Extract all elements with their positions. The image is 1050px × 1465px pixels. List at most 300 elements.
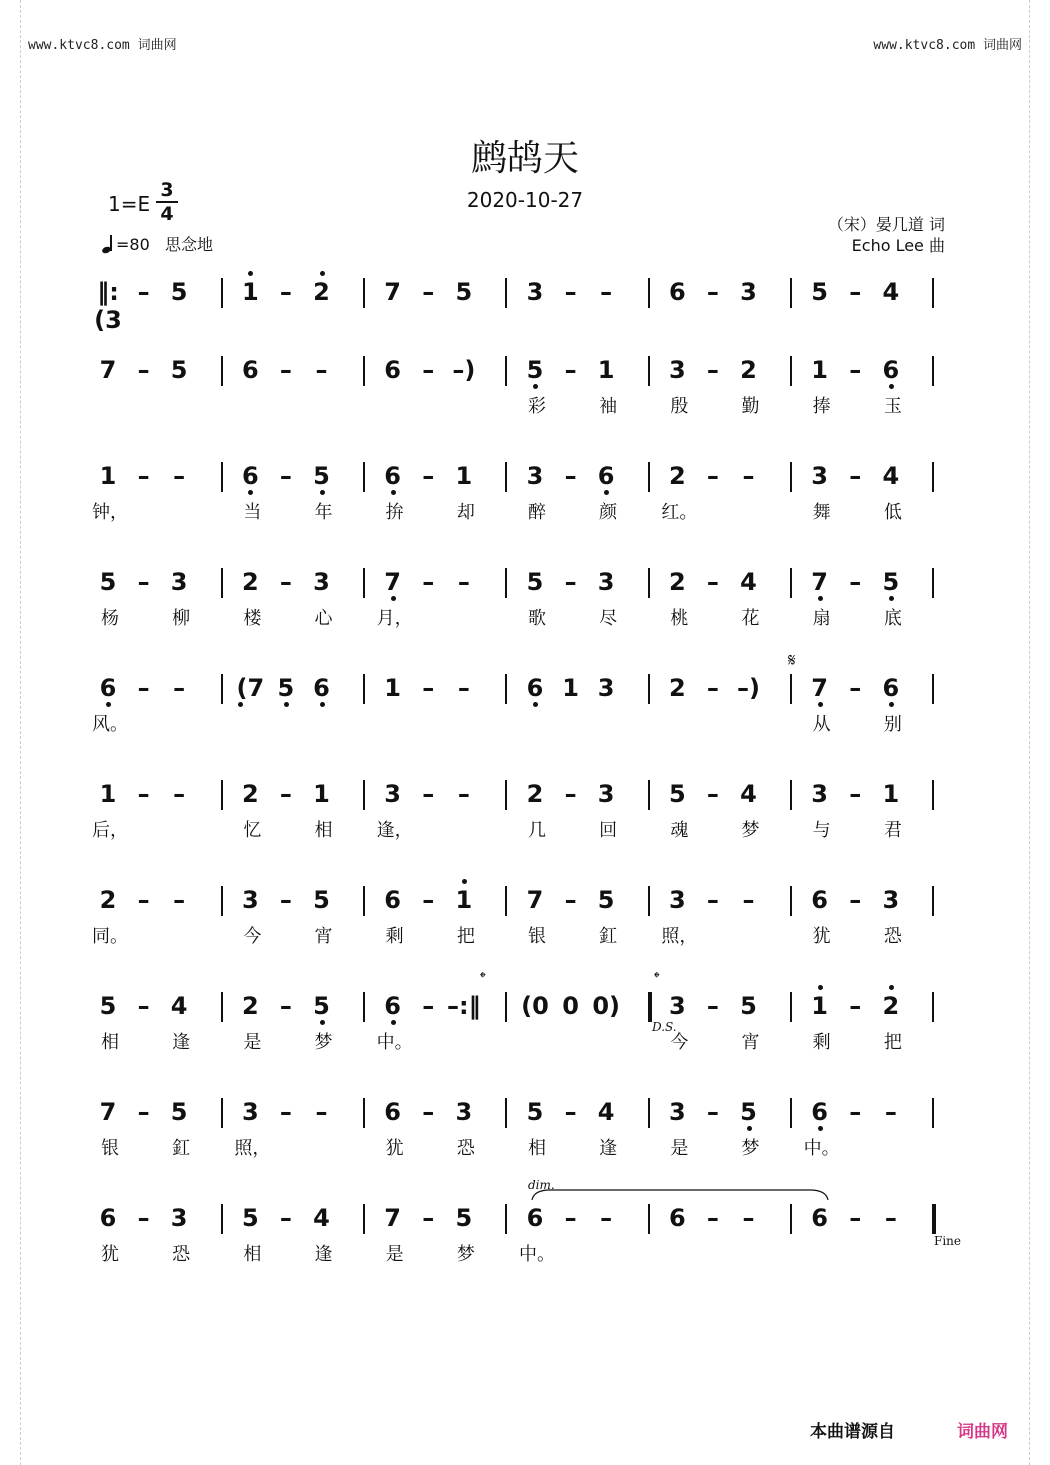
note: 6 <box>808 1098 832 1126</box>
note: –:‖ <box>447 992 481 1020</box>
barline <box>505 674 507 704</box>
lyricist-credit: （宋）晏几道 词 <box>827 215 945 234</box>
note: 5 <box>811 278 828 306</box>
barline <box>932 356 934 386</box>
lyric: 当 <box>243 502 262 523</box>
ds-marking: D.S. <box>652 1020 677 1034</box>
note: – <box>706 780 719 808</box>
barline <box>363 356 365 386</box>
lyric: 银 <box>101 1138 119 1159</box>
barline <box>790 1098 792 1128</box>
note: (7 <box>228 674 272 702</box>
composer-credit: Echo Lee 曲 <box>851 236 945 255</box>
note: 7 <box>526 886 544 914</box>
barline <box>648 674 650 704</box>
note: – <box>422 1098 435 1126</box>
note: – <box>173 462 186 490</box>
coda-icon: 𝄌 <box>480 968 486 987</box>
lyric: 却 <box>456 502 475 523</box>
barline <box>221 568 223 598</box>
footer-site-link[interactable]: 词曲网 <box>957 1422 1008 1442</box>
note: 2 <box>310 278 334 306</box>
note: – <box>279 992 292 1020</box>
lyric: 逢， <box>376 820 413 841</box>
note: – <box>849 992 862 1020</box>
barline <box>221 886 223 916</box>
barline <box>505 356 507 386</box>
note: – <box>706 674 719 702</box>
barline <box>505 886 507 916</box>
note: 6 <box>879 356 903 384</box>
note: 7 <box>384 278 401 306</box>
barline <box>505 992 507 1022</box>
note: – <box>422 278 435 306</box>
note: 0) <box>592 992 620 1020</box>
lyric: 桃 <box>670 608 689 629</box>
lyric: 是 <box>670 1138 689 1159</box>
note: 5 <box>737 1098 761 1126</box>
barline <box>363 462 365 492</box>
lyric: 钟， <box>92 502 128 523</box>
note: 6 <box>241 356 259 384</box>
barline <box>932 462 934 492</box>
lyric: 是 <box>243 1032 262 1053</box>
fine-marking: Fine <box>934 1234 961 1248</box>
note: 3 <box>455 1098 473 1126</box>
note: – <box>137 1204 150 1232</box>
note: 1 <box>99 462 117 490</box>
lyric: 魂 <box>670 820 689 841</box>
note: – <box>849 568 862 596</box>
lyric: 君 <box>883 820 902 841</box>
note: – <box>279 780 292 808</box>
lyric: 把 <box>883 1032 902 1053</box>
note: – <box>849 356 862 384</box>
barline <box>932 886 934 916</box>
barline <box>648 1204 650 1234</box>
lyric: 彩 <box>528 396 546 417</box>
note: 6 <box>96 674 120 702</box>
quarter-note-icon <box>102 237 116 253</box>
lyric: 银 <box>528 926 546 947</box>
lyric: 舞 <box>812 502 831 523</box>
note: – <box>742 1204 755 1232</box>
note: – <box>849 462 862 490</box>
note: – <box>742 462 755 490</box>
note: 3 <box>597 674 615 702</box>
note: 2 <box>241 780 259 808</box>
lyric: 宵 <box>741 1032 760 1053</box>
note: 5 <box>274 674 298 702</box>
watermark-right: www.ktvc8.com 词曲网 <box>873 38 1022 53</box>
note: 5 <box>740 992 757 1020</box>
barline <box>363 1204 365 1234</box>
lyric: 颜 <box>599 502 618 523</box>
barline <box>790 568 792 598</box>
note: 5 <box>523 356 547 384</box>
lyric: 楼 <box>243 608 262 629</box>
lyric: 捧 <box>812 396 831 417</box>
barline <box>932 568 934 598</box>
note: 6 <box>99 1204 117 1232</box>
lyric: 把 <box>456 926 475 947</box>
note: 6 <box>526 1204 544 1232</box>
note: – <box>173 674 186 702</box>
note: 4 <box>740 780 757 808</box>
lyric: 勤 <box>741 396 760 417</box>
note: – <box>564 886 577 914</box>
watermark-left: www.ktvc8.com 词曲网 <box>28 38 177 53</box>
barline <box>932 1098 934 1128</box>
lyric: 梦 <box>741 820 760 841</box>
note: – <box>849 886 862 914</box>
barline <box>363 568 365 598</box>
double-barline <box>932 1204 936 1234</box>
note: – <box>422 1204 435 1232</box>
note: 5 <box>313 886 330 914</box>
note: 1 <box>882 780 900 808</box>
barline <box>363 780 365 810</box>
note: 6 <box>310 674 334 702</box>
note: 7 <box>808 568 832 596</box>
lyric: 中。 <box>803 1138 840 1159</box>
note: 1 <box>455 462 473 490</box>
lyric: 剩 <box>812 1032 831 1053</box>
note: – <box>600 278 613 306</box>
lyric: 后， <box>92 820 128 841</box>
barline <box>363 992 365 1022</box>
barline <box>790 992 792 1022</box>
note: (0 <box>521 992 549 1020</box>
barline <box>648 356 650 386</box>
note: 3 <box>526 278 544 306</box>
lyric: 相 <box>101 1032 119 1053</box>
note: 6 <box>384 1098 401 1126</box>
barline <box>648 278 650 308</box>
lyric: 剩 <box>385 926 404 947</box>
tie-arc <box>530 1186 830 1202</box>
note: 2 <box>668 462 686 490</box>
note: 2 <box>241 568 259 596</box>
lyric: 中。 <box>519 1244 555 1265</box>
note: 3 <box>526 462 544 490</box>
note: 5 <box>526 568 544 596</box>
barline <box>648 462 650 492</box>
note: – <box>600 1204 613 1232</box>
lyric: 宵 <box>314 926 333 947</box>
barline <box>790 462 792 492</box>
lyric: 照， <box>234 1138 271 1159</box>
note: 3 <box>170 1204 188 1232</box>
note: – <box>279 886 292 914</box>
lyric: 低 <box>883 502 902 523</box>
left-watermark-strip <box>0 0 21 1465</box>
note: 3 <box>740 278 757 306</box>
note: 5 <box>170 356 188 384</box>
lyric: 逢 <box>172 1032 191 1053</box>
note: 6 <box>811 1204 828 1232</box>
lyric: 别 <box>883 714 902 735</box>
note: 3 <box>241 886 259 914</box>
note: 3 <box>597 568 615 596</box>
barline <box>221 462 223 492</box>
note: – <box>706 1204 719 1232</box>
note: 4 <box>740 568 757 596</box>
lyric: 恐 <box>456 1138 475 1159</box>
barline <box>648 1098 650 1128</box>
note: 1 <box>562 674 579 702</box>
note: 5 <box>99 568 117 596</box>
note: 6 <box>384 356 401 384</box>
barline <box>221 780 223 810</box>
note: 2 <box>99 886 117 914</box>
note: – <box>706 568 719 596</box>
lyric: 回 <box>599 820 618 841</box>
lyric: 柳 <box>172 608 191 629</box>
note: 5 <box>597 886 615 914</box>
lyric: 月， <box>376 608 413 629</box>
barline <box>363 1098 365 1128</box>
note: 6 <box>381 462 405 490</box>
note: 1 <box>238 278 262 306</box>
note: 4 <box>313 1204 330 1232</box>
note: 3 <box>313 568 330 596</box>
note: 3 <box>384 780 401 808</box>
barline <box>505 278 507 308</box>
note: – <box>564 1204 577 1232</box>
barline <box>790 278 792 308</box>
note: – <box>422 674 435 702</box>
note: 5 <box>879 568 903 596</box>
note: – <box>849 780 862 808</box>
lyric: 心 <box>314 608 333 629</box>
barline <box>221 278 223 308</box>
lyric: 年 <box>314 502 333 523</box>
note: 6 <box>384 886 401 914</box>
double-barline <box>648 992 652 1022</box>
note: – <box>173 780 186 808</box>
lyric: 玉 <box>883 396 902 417</box>
note: 7 <box>381 568 405 596</box>
lyric: 犹 <box>101 1244 119 1265</box>
note: 3 <box>241 1098 259 1126</box>
note: 6 <box>523 674 547 702</box>
note: 5 <box>455 278 473 306</box>
barline <box>221 356 223 386</box>
note: 5 <box>310 992 334 1020</box>
note: – <box>884 1098 897 1126</box>
song-date: 2020-10-27 <box>466 188 584 212</box>
coda-icon-2: 𝄌 <box>654 968 660 987</box>
lyric: 恐 <box>883 926 902 947</box>
barline <box>363 674 365 704</box>
note: 4 <box>882 462 900 490</box>
note: – <box>884 1204 897 1232</box>
note: – <box>564 780 577 808</box>
lyric: 从 <box>812 714 831 735</box>
note: – <box>422 780 435 808</box>
note: 6 <box>238 462 262 490</box>
note: 1 <box>452 886 476 914</box>
note: 2 <box>241 992 259 1020</box>
note: – <box>564 462 577 490</box>
lyric: 花 <box>741 608 760 629</box>
note: 3 <box>170 568 188 596</box>
barline <box>648 568 650 598</box>
note: – <box>564 356 577 384</box>
lyric: 同。 <box>92 926 128 947</box>
barline <box>932 278 934 308</box>
note: – <box>315 1098 328 1126</box>
lyric: 殷 <box>670 396 689 417</box>
note: – <box>849 278 862 306</box>
note: – <box>422 886 435 914</box>
note: – <box>457 674 470 702</box>
note: 2 <box>668 568 686 596</box>
barline <box>363 278 365 308</box>
barline <box>221 1204 223 1234</box>
segno-icon: 𝄋 <box>788 650 796 671</box>
note: 7 <box>99 356 117 384</box>
note: 5 <box>455 1204 473 1232</box>
barline <box>221 674 223 704</box>
note: 5 <box>170 1098 188 1126</box>
lyric: 扇 <box>812 608 831 629</box>
lyric: 中。 <box>376 1032 413 1053</box>
note: 2 <box>668 674 686 702</box>
note: 7 <box>99 1098 117 1126</box>
note: – <box>422 462 435 490</box>
lyric: 红。 <box>661 502 698 523</box>
note: – <box>706 462 719 490</box>
lyric: 与 <box>812 820 831 841</box>
note: – <box>137 992 150 1020</box>
lyric: 今 <box>670 1032 689 1053</box>
note: ‖:(3 <box>94 278 122 334</box>
right-watermark-strip <box>1029 0 1050 1465</box>
note: – <box>706 1098 719 1126</box>
note: 6 <box>668 278 686 306</box>
note: 6 <box>811 886 828 914</box>
note: 4 <box>597 1098 615 1126</box>
note: – <box>564 278 577 306</box>
lyric: 梦 <box>456 1244 475 1265</box>
barline <box>648 886 650 916</box>
note: – <box>849 1098 862 1126</box>
key-signature: 1=E <box>108 192 151 216</box>
lyric: 恐 <box>172 1244 191 1265</box>
note: – <box>279 1204 292 1232</box>
note: – <box>706 886 719 914</box>
note: 1 <box>313 780 330 808</box>
note: – <box>137 278 150 306</box>
note: 1 <box>597 356 615 384</box>
barline <box>790 1204 792 1234</box>
lyric: 歌 <box>528 608 546 629</box>
note: 7 <box>808 674 832 702</box>
note: – <box>706 356 719 384</box>
lyric: 釭 <box>599 926 618 947</box>
barline <box>790 674 792 704</box>
note: 3 <box>668 886 686 914</box>
dim-marking: dim. <box>528 1178 555 1192</box>
note: – <box>706 278 719 306</box>
note: – <box>137 462 150 490</box>
time-sig-bottom: 4 <box>160 203 174 225</box>
barline <box>505 1098 507 1128</box>
lyric: 袖 <box>599 396 618 417</box>
lyric: 照， <box>661 926 698 947</box>
lyric: 今 <box>243 926 262 947</box>
note: 6 <box>668 1204 686 1232</box>
note: 1 <box>99 780 117 808</box>
barline <box>363 886 365 916</box>
note: – <box>422 992 435 1020</box>
note: – <box>422 568 435 596</box>
note: – <box>137 1098 150 1126</box>
note: – <box>706 992 719 1020</box>
note: – <box>137 568 150 596</box>
note: –) <box>452 356 476 384</box>
lyric: 釭 <box>172 1138 191 1159</box>
note: 7 <box>384 1204 401 1232</box>
lyric: 风。 <box>92 714 128 735</box>
note: 5 <box>526 1098 544 1126</box>
time-sig-top: 3 <box>160 179 174 201</box>
lyric: 逢 <box>599 1138 618 1159</box>
barline <box>790 780 792 810</box>
note: – <box>742 886 755 914</box>
mood-label: 思念地 <box>165 235 214 254</box>
note: – <box>173 886 186 914</box>
note: – <box>137 886 150 914</box>
lyric: 忆 <box>243 820 262 841</box>
note: 4 <box>882 278 900 306</box>
note: 3 <box>668 356 686 384</box>
note: 5 <box>170 278 188 306</box>
note: – <box>457 568 470 596</box>
note: – <box>564 568 577 596</box>
note: – <box>279 1098 292 1126</box>
lyric: 尽 <box>599 608 618 629</box>
note: 3 <box>882 886 900 914</box>
lyric: 杨 <box>101 608 119 629</box>
barline <box>790 356 792 386</box>
note: 6 <box>381 992 405 1020</box>
lyric: 相 <box>243 1244 262 1265</box>
note: – <box>457 780 470 808</box>
note: – <box>422 356 435 384</box>
note: – <box>315 356 328 384</box>
note: – <box>137 780 150 808</box>
note: –) <box>737 674 760 702</box>
note: – <box>564 1098 577 1126</box>
lyric: 醉 <box>528 502 546 523</box>
note: 1 <box>384 674 401 702</box>
barline <box>505 1204 507 1234</box>
note: 5 <box>310 462 334 490</box>
barline <box>221 992 223 1022</box>
barline <box>505 462 507 492</box>
barline <box>505 780 507 810</box>
tempo-marking <box>102 232 213 255</box>
note: 6 <box>879 674 903 702</box>
lyric: 相 <box>528 1138 546 1159</box>
note: – <box>849 1204 862 1232</box>
note: 2 <box>740 356 757 384</box>
lyric: 拚 <box>385 502 404 523</box>
lyric: 犹 <box>385 1138 404 1159</box>
